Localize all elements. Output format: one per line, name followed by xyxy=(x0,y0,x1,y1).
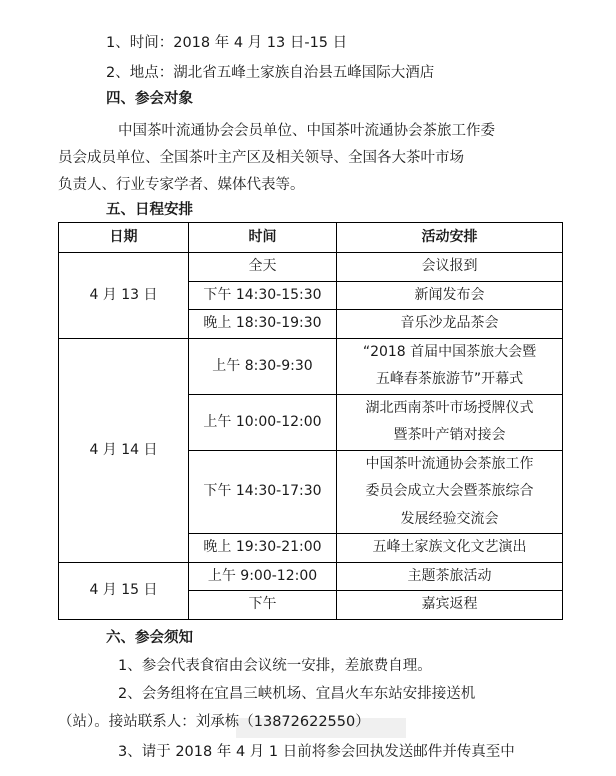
time-cell: 上午 10:00-12:00 xyxy=(189,394,337,450)
schedule-table xyxy=(58,222,563,620)
notice-item-1: 1、参会代表食宿由会议统一安排，差旅费自理。 xyxy=(118,658,432,674)
activity-cell: 会议报到 xyxy=(337,253,563,282)
activity-line: 中国茶叶流通协会茶旅工作 xyxy=(365,455,534,472)
table-row xyxy=(59,338,563,394)
notice-item-3: 3、请于 2018 年 4 月 1 日前将参会回执发送邮件并传真至中 xyxy=(118,744,515,760)
header-date: 日期 xyxy=(59,223,189,253)
time-cell: 晚上 18:30-19:30 xyxy=(189,310,337,339)
activity-line: 湖北西南茶叶市场授牌仪式 xyxy=(365,399,534,416)
activity-line: “2018 首届中国茶旅大会暨 xyxy=(362,343,537,360)
table-row xyxy=(59,253,563,282)
activity-cell: 嘉宾返程 xyxy=(337,591,563,620)
notice-item-2-line-1: 2、会务组将在宜昌三峡机场、宜昌火车东站安排接送机 xyxy=(118,686,476,702)
participants-line-1: 中国茶叶流通协会会员单位、中国茶叶流通协会茶旅工作委 xyxy=(118,123,495,139)
activity-cell: 五峰土家族文化文艺演出 xyxy=(337,534,563,563)
section-heading-schedule: 五、日程安排 xyxy=(106,202,193,218)
activity-cell: 新闻发布会 xyxy=(337,281,563,310)
table-row xyxy=(59,562,563,591)
date-cell: 4 月 13 日 xyxy=(59,253,189,339)
participants-line-2: 员会成员单位、全国茶叶主产区及相关领导、全国各大茶叶市场 xyxy=(58,150,464,166)
section-heading-participants: 四、参会对象 xyxy=(106,91,193,107)
time-cell: 上午 9:00-12:00 xyxy=(189,562,337,591)
activity-line: 暨茶叶产销对接会 xyxy=(393,427,506,443)
activity-line: 委员会成立大会暨茶旅综合 xyxy=(365,483,534,499)
activity-cell: 音乐沙龙品茶会 xyxy=(337,310,563,339)
notice-item-2-line-2: （站）。接站联系人：刘承栋（13872622550） xyxy=(58,714,370,730)
activity-cell: 主题茶旅活动 xyxy=(337,562,563,591)
time-cell: 晚上 19:30-21:00 xyxy=(189,534,337,563)
activity-cell xyxy=(337,394,563,450)
time-cell: 下午 14:30-17:30 xyxy=(189,450,337,534)
time-cell: 下午 14:30-15:30 xyxy=(189,281,337,310)
activity-line: 五峰春茶旅游节”开幕式 xyxy=(375,371,524,387)
header-activity: 活动安排 xyxy=(337,223,563,253)
date-cell: 4 月 14 日 xyxy=(59,338,189,562)
date-cell: 4 月 15 日 xyxy=(59,562,189,619)
time-cell: 上午 8:30-9:30 xyxy=(189,338,337,394)
section-heading-notice: 六、参会须知 xyxy=(106,630,193,646)
time-cell: 下午 xyxy=(189,591,337,620)
time-cell: 全天 xyxy=(189,253,337,282)
time-line: 1、时间：2018 年 4 月 13 日-15 日 xyxy=(106,35,348,51)
location-line: 2、地点：湖北省五峰土家族自治县五峰国际大酒店 xyxy=(106,65,435,81)
table-header-row xyxy=(59,223,563,253)
header-time: 时间 xyxy=(189,223,337,253)
activity-cell xyxy=(337,338,563,394)
activity-line: 发展经验交流会 xyxy=(400,510,499,527)
participants-line-3: 负责人、行业专家学者、媒体代表等。 xyxy=(58,177,305,193)
activity-cell xyxy=(337,450,563,534)
